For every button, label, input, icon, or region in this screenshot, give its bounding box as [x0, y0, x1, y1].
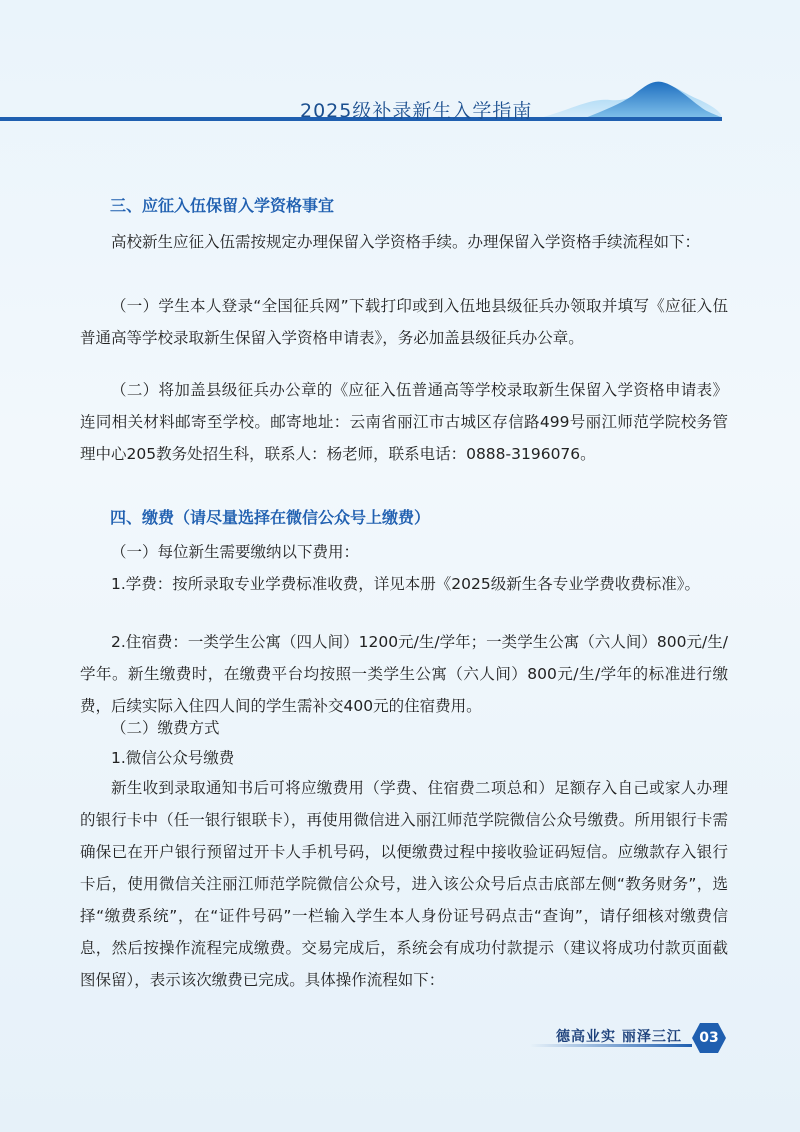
- paragraph-payment-tuition: 1.学费：按所录取专业学费标准收费，详见本册《2025级新生各专业学费收费标准》。: [111, 575, 700, 593]
- page-header: [0, 0, 800, 135]
- paragraph-enlistment-step2: （二）将加盖县级征兵办公章的《应征入伍普通高等学校录取新生保留入学资格申请表》连同相关材料邮寄至学校。邮寄地址：云南省丽江市古城区存信路499号丽江师范学院校务管理中心205教务处招生科，联系人：杨老师，联系电话：0888-3196076。: [80, 381, 728, 463]
- paragraph-enlistment-intro: 高校新生应征入伍需按规定办理保留入学资格手续。办理保留入学资格手续流程如下：: [111, 233, 701, 251]
- paragraph-payment-methods: （二）缴费方式: [111, 719, 220, 737]
- section-heading-enlistment: 三、应征入伍保留入学资格事宜: [110, 196, 335, 215]
- page-header-title: 2025级补录新生入学指南: [300, 100, 533, 122]
- footer-motto: 德高业实 丽泽三江: [556, 1029, 682, 1045]
- page-number: 03: [699, 1030, 719, 1046]
- paragraph-enlistment-step1: （一）学生本人登录“全国征兵网”下载打印或到入伍地县级征兵办领取并填写《应征入伍普通高等学校录取新生保留入学资格申请表》，务必加盖县级征兵办公章。: [80, 297, 728, 347]
- paragraph-payment-accommodation: 2.住宿费：一类学生公寓（四人间）1200元/生/学年；一类学生公寓（六人间）800元/生/学年。新生缴费时，在缴费平台均按照一类学生公寓（六人间）800元/生/学年的标准进行缴费，后续实际入住四人间的学生需补交400元的住宿费用。: [80, 633, 728, 715]
- section-heading-payment: 四、缴费（请尽量选择在微信公众号上缴费）: [110, 508, 431, 527]
- paragraph-payment-wechat-title: 1.微信公众号缴费: [111, 749, 235, 767]
- paragraph-payment-wechat-steps: 新生收到录取通知书后可将应缴费用（学费、住宿费二项总和）足额存入自己或家人办理的银行卡中（任一银行银联卡），再使用微信进入丽江师范学院微信公众号缴费。所用银行卡需确保已在开户银行预留过开卡人手机号码，以便缴费过程中接收验证码短信。应缴款存入银行卡后，使用微信关注丽江师范学院微信公众号，进入该公众号后点击底部左侧“教务财务”，选择“缴费系统”，在“证件号码”一栏输入学生本人身份证号码点击“查询”，请仔细核对缴费信息，然后按操作流程完成缴费。交易完成后，系统会有成功付款提示（建议将成功付款页面截图保留），表示该次缴费已完成。具体操作流程如下：: [80, 779, 728, 989]
- paragraph-payment-fees: （一）每位新生需要缴纳以下费用：: [111, 543, 360, 561]
